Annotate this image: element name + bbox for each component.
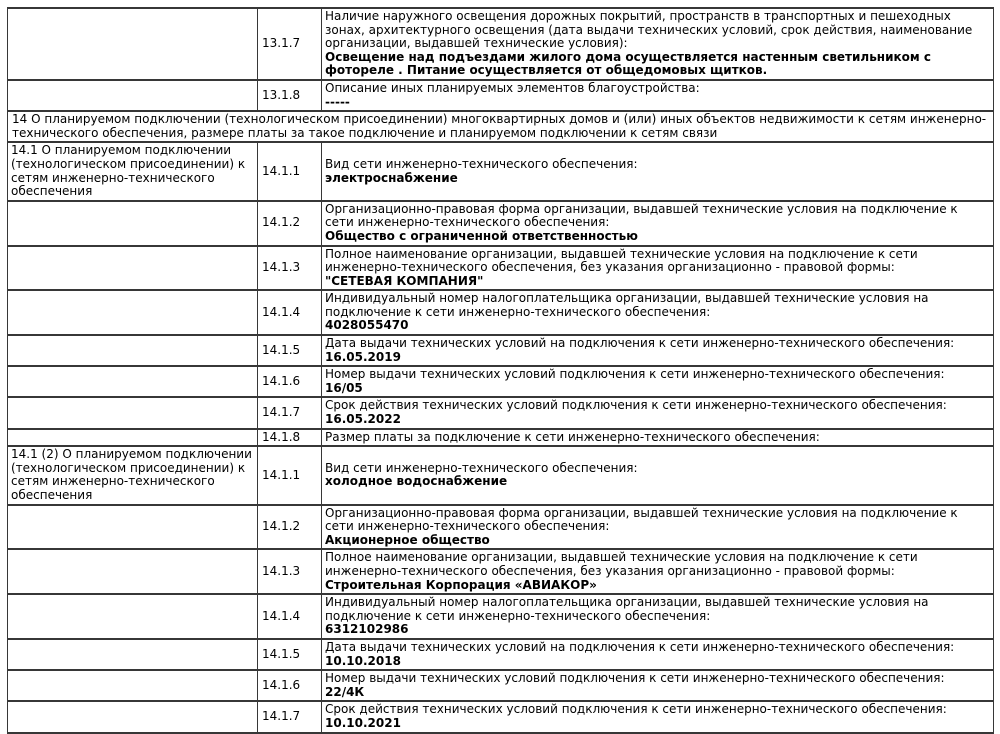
row-label: Вид сети инженерно-технического обеспечения:: [325, 156, 638, 171]
row-content-cell: [322, 246, 994, 291]
empty-left-cell: [8, 701, 258, 732]
table-row: [8, 290, 994, 335]
row-number: 14.1.3: [258, 549, 322, 594]
row-content-cell: [322, 639, 994, 670]
table-row: [8, 246, 994, 291]
row-label: Номер выдачи технических условий подключения к сети инженерно-технического обеспечения:: [325, 367, 945, 382]
table-row: [8, 366, 994, 397]
group-14-1-2-title: 14.1 (2) О планируемом подключении (технологическом присоединении) к сетям инженерно-технического обеспечения: [8, 446, 258, 504]
row-value: 10.10.2018: [325, 653, 401, 668]
table-row: [8, 429, 994, 447]
row-content-cell: [322, 142, 994, 200]
empty-left-cell: [8, 549, 258, 594]
row-number: 14.1.3: [258, 246, 322, 291]
row-content-cell: [322, 290, 994, 335]
row-label: Номер выдачи технических условий подключения к сети инженерно-технического обеспечения:: [325, 671, 945, 686]
row-value: 10.10.2021: [325, 715, 401, 730]
row-content-cell: [322, 670, 994, 701]
empty-left-cell: [8, 505, 258, 550]
table-row: [8, 670, 994, 701]
empty-left-cell: [8, 290, 258, 335]
row-label: Организационно-правовая форма организации, выдавшей технические условия на подключение к сети инженерно-технического обеспечения:: [325, 505, 958, 534]
row-content-cell: [322, 335, 994, 366]
section-header-row: [8, 111, 994, 142]
row-number: 13.1.8: [258, 80, 322, 111]
row-label: Вид сети инженерно-технического обеспечения:: [325, 460, 638, 475]
row-label: Полное наименование организации, выдавшей технические условия на подключение к сети инженерно-технического обеспечения, без указания организационно - правовой формы:: [325, 550, 918, 578]
empty-left-cell: [8, 594, 258, 639]
row-label: Организационно-правовая форма организации, выдавшей технические условия на подключение к сети инженерно-технического обеспечения:: [325, 201, 958, 230]
declaration-table: [7, 7, 994, 734]
row-value: 6312102986: [325, 622, 409, 637]
empty-left-cell: [8, 8, 258, 80]
row-number: 14.1.1: [258, 446, 322, 504]
row-value: "СЕТЕВАЯ КОМПАНИЯ": [325, 273, 484, 288]
empty-left-cell: [8, 335, 258, 366]
row-value: электроснабжение: [325, 170, 458, 185]
row-content-cell: [322, 397, 994, 428]
row-number: 13.1.7: [258, 8, 322, 80]
row-content-cell: [322, 201, 994, 246]
row-label: Полное наименование организации, выдавшей технические условия на подключение к сети инженерно-технического обеспечения, без указания организационно - правовой формы:: [325, 246, 918, 275]
row-number: 14.1.4: [258, 290, 322, 335]
row-content-cell: [322, 549, 994, 594]
row-number: 14.1.2: [258, 505, 322, 550]
table-row: [8, 80, 994, 111]
row-content-cell: [322, 701, 994, 732]
section-14-header: 14 О планируемом подключении (технологическом присоединении) многоквартирных домов и (или) иных объектов недвижимости к сетям инженерно-технического обеспечения, размере платы за такое подключение и планируемом подключении к сетям связи: [8, 111, 994, 142]
row-content-cell: [322, 505, 994, 550]
row-value: Освещение над подъездами жилого дома осуществляется настенным светильником с фотореле . Питание осуществляется от общедомовых щитков.: [325, 49, 931, 78]
empty-left-cell: [8, 80, 258, 111]
row-number: 14.1.6: [258, 366, 322, 397]
row-label: Описание иных планируемых элементов благоустройства:: [325, 80, 700, 95]
row-value: 16.05.2019: [325, 349, 401, 364]
row-number: 14.1.2: [258, 201, 322, 246]
row-number: 14.1.7: [258, 397, 322, 428]
empty-left-cell: [8, 670, 258, 701]
group-14-1-title: 14.1 О планируемом подключении (технологическом присоединении) к сетям инженерно-технического обеспечения: [8, 142, 258, 200]
empty-left-cell: [8, 246, 258, 291]
row-content-cell: [322, 8, 994, 80]
row-value: 16/05: [325, 380, 363, 395]
row-number: 14.1.1: [258, 142, 322, 200]
row-label: Наличие наружного освещения дорожных покрытий, пространств в транспортных и пешеходных зонах, архитектурного освещения (дата выдачи технических условий, срок действия, наименование организации, выдавшей технические условия):: [325, 9, 973, 51]
empty-left-cell: [8, 397, 258, 428]
row-label: Дата выдачи технических условий на подключения к сети инженерно-технического обеспечения:: [325, 336, 955, 351]
row-value: 4028055470: [325, 318, 409, 333]
row-number: 14.1.6: [258, 670, 322, 701]
table-row: [8, 8, 994, 80]
row-value: Общество с ограниченной ответственностью: [325, 228, 638, 243]
table-row: [8, 335, 994, 366]
row-number: 14.1.8: [258, 429, 322, 447]
row-value: холодное водоснабжение: [325, 474, 508, 489]
row-number: 14.1.5: [258, 639, 322, 670]
table-row: [8, 142, 994, 200]
row-content-cell: [322, 366, 994, 397]
row-label: Срок действия технических условий подключения к сети инженерно-технического обеспечения:: [325, 702, 947, 717]
table-row: [8, 446, 994, 504]
row-content-cell: [322, 80, 994, 111]
row-value: 22/4К: [325, 684, 365, 699]
row-label: Индивидуальный номер налогоплательщика организации, выдавшей технические условия на подключение к сети инженерно-технического обеспечения:: [325, 595, 929, 623]
row-content-cell: [322, 594, 994, 639]
row-label: Срок действия технических условий подключения к сети инженерно-технического обеспечения:: [325, 398, 947, 413]
table-row: [8, 701, 994, 732]
empty-left-cell: [8, 639, 258, 670]
row-number: 14.1.4: [258, 594, 322, 639]
row-value: Акционерное общество: [325, 532, 490, 547]
empty-left-cell: [8, 366, 258, 397]
empty-left-cell: [8, 201, 258, 246]
row-value: Строительная Корпорация «АВИАКОР»: [325, 577, 597, 592]
row-content-cell: [322, 446, 994, 504]
table-row: [8, 639, 994, 670]
row-value: -----: [325, 94, 350, 109]
table-row: [8, 201, 994, 246]
row-label: Дата выдачи технических условий на подключения к сети инженерно-технического обеспечения:: [325, 639, 955, 654]
row-label: Размер платы за подключение к сети инженерно-технического обеспечения:: [325, 429, 820, 444]
table-row: [8, 549, 994, 594]
table-row: [8, 397, 994, 428]
empty-left-cell: [8, 429, 258, 447]
row-number: 14.1.7: [258, 701, 322, 732]
table-row: [8, 594, 994, 639]
row-content-cell: [322, 429, 994, 447]
row-number: 14.1.5: [258, 335, 322, 366]
table-row: [8, 505, 994, 550]
row-label: Индивидуальный номер налогоплательщика организации, выдавшей технические условия на подключение к сети инженерно-технического обеспечения:: [325, 291, 929, 319]
row-value: 16.05.2022: [325, 412, 401, 427]
